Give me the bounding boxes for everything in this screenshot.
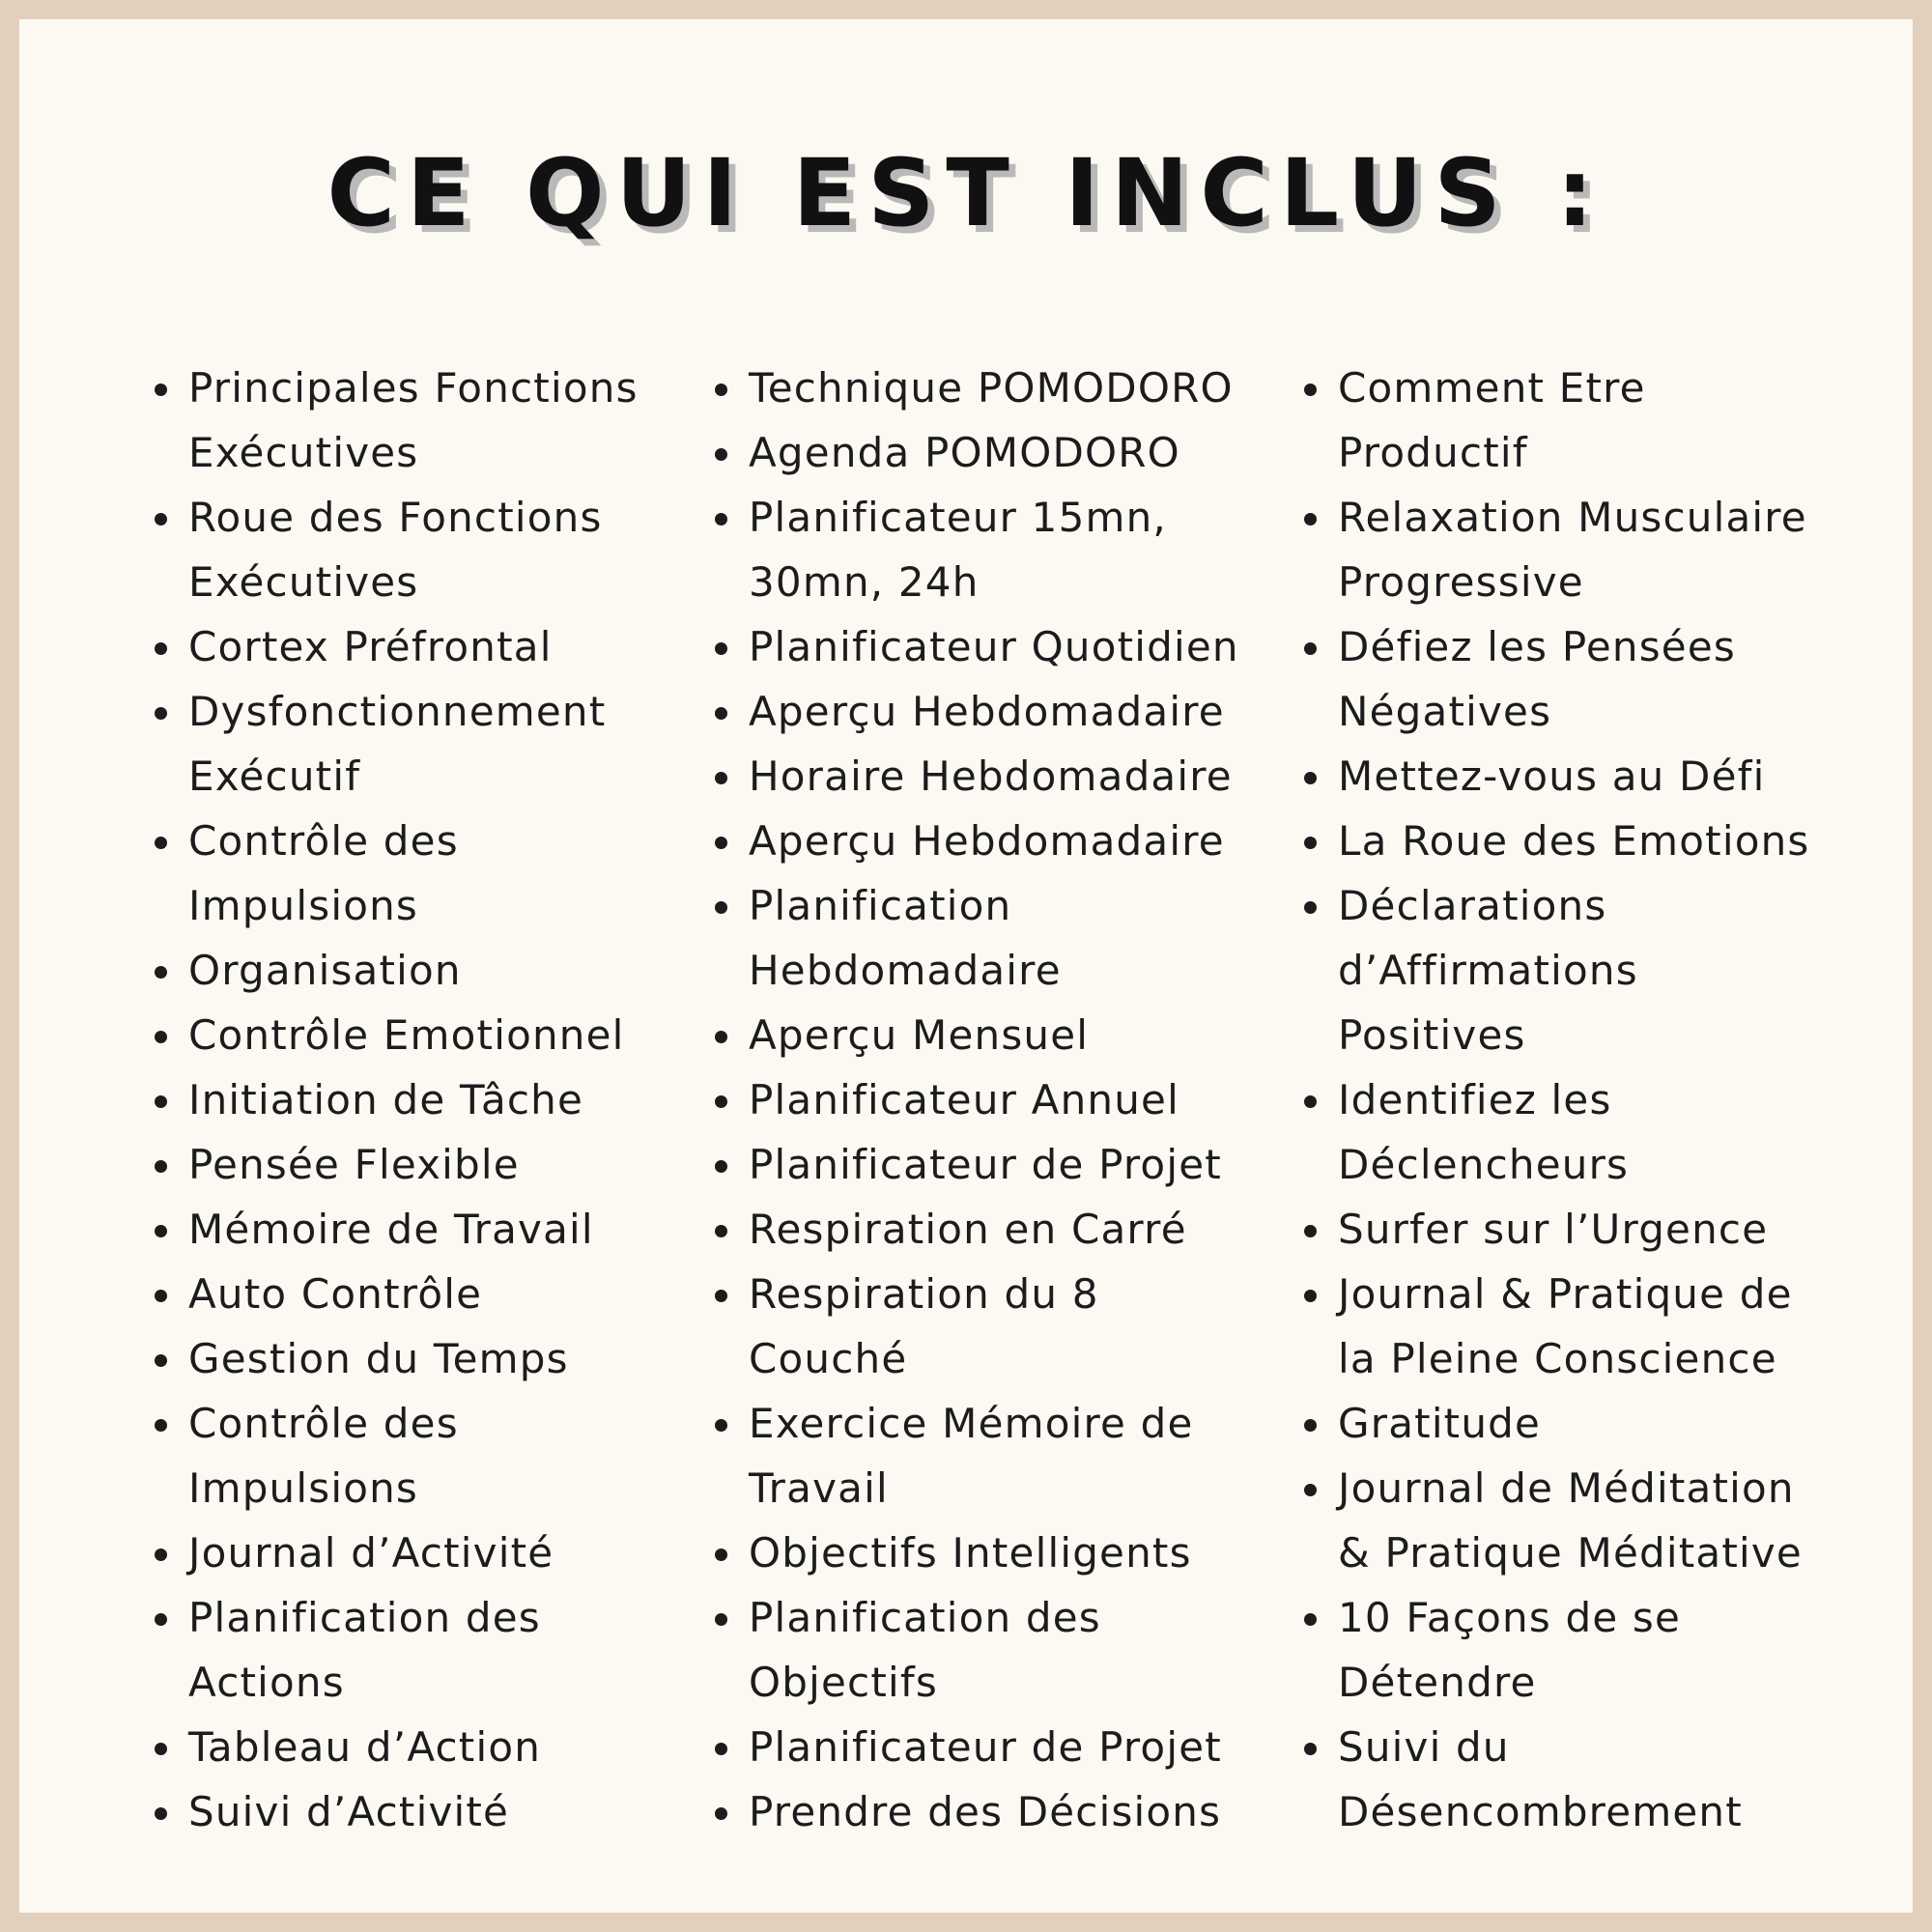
list-column-3: [1296, 355, 1915, 1844]
list-item-text: Mettez-vous au Défi: [1338, 753, 1766, 800]
list-item-text: Défiez les Pensées: [1338, 623, 1736, 670]
list-item: [1296, 1197, 1915, 1262]
list-item: [147, 1391, 697, 1520]
list-item-text: Déclencheurs: [1338, 1141, 1630, 1188]
list-item-text: Relaxation Musculaire: [1338, 494, 1807, 541]
list-item: [707, 1197, 1296, 1262]
list-item-text: Aperçu Hebdomadaire: [749, 817, 1225, 865]
list-item: [147, 355, 697, 485]
list-item-text: Journal d’Activité: [188, 1529, 554, 1577]
list-item-text: 10 Façons de se: [1338, 1594, 1682, 1641]
list-item: [147, 485, 697, 614]
list-item-text: Suivi d’Activité: [188, 1788, 510, 1835]
list-item: [147, 614, 697, 679]
list-item-text: Couché: [749, 1335, 908, 1382]
list-item: [707, 1391, 1296, 1520]
list-item: [1296, 744, 1915, 809]
list-item: [707, 355, 1296, 420]
list-item: [1296, 614, 1915, 744]
list-item-text: Mémoire de Travail: [188, 1206, 594, 1253]
list-item: [707, 809, 1296, 873]
list-item-text: Horaire Hebdomadaire: [749, 753, 1233, 800]
list-item-text: Planificateur Quotidien: [749, 623, 1239, 670]
list-item-text: Initiation de Tâche: [188, 1076, 584, 1123]
list-item: [147, 1262, 697, 1326]
list-item-text: Organisation: [188, 947, 462, 994]
list-item: [1296, 1585, 1915, 1715]
list-item: [707, 1715, 1296, 1779]
list-item: [147, 1585, 697, 1715]
list-item: [1296, 485, 1915, 614]
list-item-text: Planificateur de Projet: [749, 1723, 1222, 1771]
page-title: CE QUI EST INCLUS :: [327, 139, 1605, 247]
list-item: [707, 1262, 1296, 1391]
list-item: [147, 1779, 697, 1844]
list-item: [147, 1326, 697, 1391]
list-item-text: Identifiez les: [1338, 1076, 1612, 1123]
list-item: [707, 1003, 1296, 1067]
list-item-text: Détendre: [1338, 1659, 1537, 1706]
list-item: [707, 1585, 1296, 1715]
list-item-text: Planificateur Annuel: [749, 1076, 1179, 1123]
list-item-text: Négatives: [1338, 688, 1552, 735]
list-item-text: d’Affirmations: [1338, 947, 1638, 994]
list-item-text: Dysfonctionnement: [188, 688, 607, 735]
list-item: [147, 1715, 697, 1779]
list-item: [147, 1132, 697, 1197]
list-item: [707, 1779, 1296, 1844]
list-item-text: Désencombrement: [1338, 1788, 1743, 1835]
list-item-text: Planificateur 15mn,: [749, 494, 1167, 541]
list-item-text: Objectifs: [749, 1659, 938, 1706]
list-item-text: Positives: [1338, 1011, 1526, 1059]
list-item: [707, 1067, 1296, 1132]
list-item: [147, 938, 697, 1003]
list-item: [707, 744, 1296, 809]
list-item-text: 30mn, 24h: [749, 558, 980, 606]
list-item: [707, 1132, 1296, 1197]
list-item: [1296, 355, 1915, 485]
list-item-text: Suivi du: [1338, 1723, 1510, 1771]
list-item-text: Objectifs Intelligents: [749, 1529, 1192, 1577]
list-item-text: Auto Contrôle: [188, 1270, 483, 1318]
list-item-text: Travail: [749, 1464, 889, 1512]
list-item-text: & Pratique Méditative: [1338, 1529, 1803, 1577]
list-item-text: La Roue des Emotions: [1338, 817, 1810, 865]
list-item-text: Gratitude: [1338, 1400, 1542, 1447]
list-item-text: Progressive: [1338, 558, 1584, 606]
list-item: [707, 485, 1296, 614]
list-item-text: Gestion du Temps: [188, 1335, 569, 1382]
list-item-text: Contrôle des: [188, 817, 459, 865]
list-item-text: Productif: [1338, 429, 1528, 476]
list-item-text: Contrôle des: [188, 1400, 459, 1447]
list-item: [1296, 873, 1915, 1067]
list-item-text: Planificateur de Projet: [749, 1141, 1222, 1188]
list-item: [707, 873, 1296, 1003]
list-item-text: Journal de Méditation: [1338, 1464, 1795, 1512]
list-item-text: Planification: [749, 882, 1012, 929]
list-item-text: Déclarations: [1338, 882, 1607, 929]
list-item-text: Tableau d’Action: [188, 1723, 542, 1771]
list-item: [1296, 1262, 1915, 1391]
list-item-text: Hebdomadaire: [749, 947, 1062, 994]
list-item-text: Actions: [188, 1659, 345, 1706]
list-item-text: Aperçu Hebdomadaire: [749, 688, 1225, 735]
list-item: [707, 679, 1296, 744]
list-item-text: Pensée Flexible: [188, 1141, 520, 1188]
list-column-1: [147, 355, 697, 1844]
list-item-text: Technique POMODORO: [749, 364, 1234, 412]
list-item: [147, 1067, 697, 1132]
list-item: [1296, 1715, 1915, 1844]
list-item-text: Principales Fonctions: [188, 364, 639, 412]
list-item-text: Respiration en Carré: [749, 1206, 1187, 1253]
list-item-text: Contrôle Emotionnel: [188, 1011, 625, 1059]
list-item: [707, 420, 1296, 485]
list-item: [1296, 1456, 1915, 1585]
list-item: [707, 614, 1296, 679]
list-item-text: Exécutives: [188, 558, 419, 606]
list-item-text: Exercice Mémoire de: [749, 1400, 1194, 1447]
list-item-text: Exécutif: [188, 753, 361, 800]
list-item: [147, 679, 697, 809]
list-item: [707, 1520, 1296, 1585]
list-item: [1296, 1391, 1915, 1456]
list-item: [1296, 1067, 1915, 1197]
list-item-text: Cortex Préfrontal: [188, 623, 553, 670]
list-item-text: Planification des: [749, 1594, 1101, 1641]
list-item-text: Aperçu Mensuel: [749, 1011, 1090, 1059]
list-item-text: Journal & Pratique de: [1338, 1270, 1793, 1318]
list-column-2: [707, 355, 1296, 1844]
list-item: [147, 1197, 697, 1262]
list-item-text: la Pleine Conscience: [1338, 1335, 1777, 1382]
list-item-text: Surfer sur l’Urgence: [1338, 1206, 1769, 1253]
list-item-text: Roue des Fonctions: [188, 494, 603, 541]
list-item-text: Impulsions: [188, 882, 418, 929]
list-item: [147, 1520, 697, 1585]
list-item-text: Impulsions: [188, 1464, 418, 1512]
list-item-text: Comment Etre: [1338, 364, 1646, 412]
list-item: [147, 1003, 697, 1067]
content-card: [19, 19, 1913, 1913]
list-item: [147, 809, 697, 938]
list-item-text: Agenda POMODORO: [749, 429, 1180, 476]
list-item-text: Planification des: [188, 1594, 541, 1641]
list-item-text: Exécutives: [188, 429, 419, 476]
list-item: [1296, 809, 1915, 873]
list-item-text: Respiration du 8: [749, 1270, 1099, 1318]
list-item-text: Prendre des Décisions: [749, 1788, 1222, 1835]
